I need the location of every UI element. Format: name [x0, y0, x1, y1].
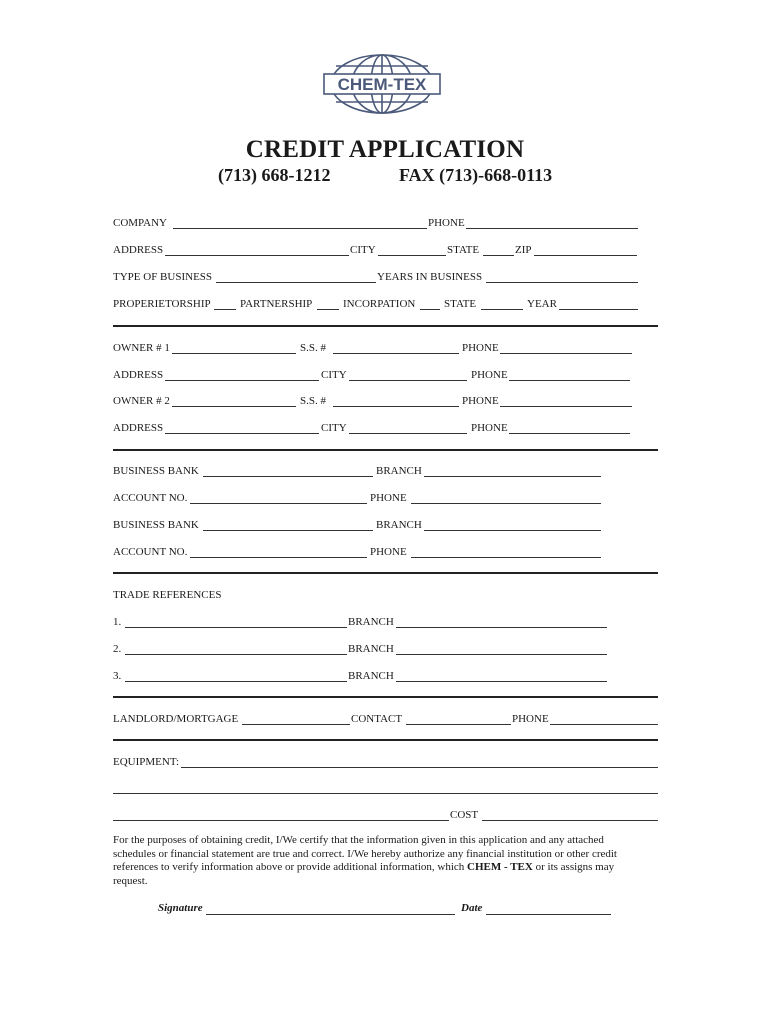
- owner1-address-field[interactable]: [165, 380, 319, 381]
- partnership-label: PARTNERSHIP: [240, 298, 313, 310]
- cost-label: COST: [450, 809, 479, 821]
- disclaimer-after: or its assigns may request.: [113, 861, 615, 887]
- trade-ref-field[interactable]: [125, 681, 347, 682]
- phone-field[interactable]: [466, 228, 638, 229]
- equipment-row: [113, 755, 658, 771]
- section-divider: [113, 449, 658, 451]
- trade-ref-row: [113, 615, 658, 631]
- signature-label: Signature: [158, 902, 203, 914]
- date-label: Date: [461, 902, 483, 914]
- account1-row: [113, 491, 658, 507]
- trade-ref-branch-label: BRANCH: [348, 643, 394, 655]
- incorporation-field[interactable]: [420, 309, 440, 310]
- owner1-row: [113, 341, 658, 357]
- trade-references-heading-row: [113, 588, 658, 604]
- owner2-field[interactable]: [172, 406, 296, 407]
- ss2-label: S.S. #: [300, 395, 326, 407]
- year-field[interactable]: [559, 309, 638, 310]
- owner2-row: [113, 394, 658, 410]
- zip-label: ZIP: [515, 244, 532, 256]
- landlord-row: [113, 712, 658, 728]
- company-row: [113, 216, 658, 232]
- disclaimer-brand: CHEM - TEX: [467, 861, 533, 873]
- trade-ref-branch-label: BRANCH: [348, 616, 394, 628]
- owner2-address-field[interactable]: [165, 433, 319, 434]
- proprietorship-label: PROPERIETORSHIP: [113, 298, 211, 310]
- business-type-label: TYPE OF BUSINESS: [113, 271, 213, 283]
- zip-field[interactable]: [534, 255, 637, 256]
- owner2-phone2-label: PHONE: [471, 422, 508, 434]
- account2-phone-label: PHONE: [370, 546, 407, 558]
- page-title: CREDIT APPLICATION: [245, 136, 525, 163]
- disclaimer-text: [113, 834, 643, 888]
- contact-label: CONTACT: [351, 713, 403, 725]
- address-row: [113, 243, 658, 259]
- trade-ref-number: 1.: [113, 616, 122, 628]
- account1-label: ACCOUNT NO.: [113, 492, 188, 504]
- account1-phone-field[interactable]: [411, 503, 601, 504]
- trade-ref-branch-field[interactable]: [396, 654, 607, 655]
- section-divider: [113, 739, 658, 741]
- address-label: ADDRESS: [113, 244, 164, 256]
- trade-ref-number: 2.: [113, 643, 122, 655]
- state-field[interactable]: [483, 255, 514, 256]
- bank1-branch-label: BRANCH: [376, 465, 422, 477]
- account2-row: [113, 545, 658, 561]
- globe-logo-icon: [320, 53, 444, 115]
- equipment-description-field[interactable]: [113, 820, 449, 821]
- owner1-phone2-label: PHONE: [471, 369, 508, 381]
- section-divider: [113, 325, 658, 327]
- bank1-label: BUSINESS BANK: [113, 465, 199, 477]
- signature-field[interactable]: [206, 914, 455, 915]
- owner2-phone-field[interactable]: [500, 406, 632, 407]
- owner1-phone-label: PHONE: [462, 342, 499, 354]
- bank1-field[interactable]: [203, 476, 373, 477]
- owner2-label: OWNER # 2: [113, 395, 170, 407]
- trade-ref-row: [113, 669, 658, 685]
- owner2-phone2-field[interactable]: [509, 433, 630, 434]
- state-of-inc-label: STATE: [444, 298, 477, 310]
- state-label: STATE: [447, 244, 480, 256]
- company-fax: FAX (713)-668-0113: [399, 165, 553, 185]
- address-field[interactable]: [165, 255, 349, 256]
- owner1-city-field[interactable]: [349, 380, 467, 381]
- account2-phone-field[interactable]: [411, 557, 601, 558]
- equipment-label: EQUIPMENT:: [113, 756, 180, 768]
- date-field[interactable]: [486, 914, 611, 915]
- bank2-row: [113, 518, 658, 534]
- years-field[interactable]: [486, 282, 638, 283]
- bank1-row: [113, 464, 658, 480]
- owner2-city-label: CITY: [321, 422, 347, 434]
- landlord-phone-label: PHONE: [512, 713, 549, 725]
- ss1-label: S.S. #: [300, 342, 326, 354]
- owner2-address-row: [113, 421, 658, 437]
- company-label: COMPANY: [113, 217, 168, 229]
- business-type-field[interactable]: [216, 282, 376, 283]
- chemtex-logo: [320, 53, 444, 115]
- proprietorship-field[interactable]: [214, 309, 236, 310]
- owner2-phone-label: PHONE: [462, 395, 499, 407]
- company-phone: (713) 668-1212: [218, 165, 331, 185]
- trade-ref-branch-field[interactable]: [396, 681, 607, 682]
- landlord-field[interactable]: [242, 724, 350, 725]
- trade-ref-number: 3.: [113, 670, 122, 682]
- cost-field[interactable]: [482, 820, 658, 821]
- partnership-field[interactable]: [317, 309, 339, 310]
- owner1-phone-field[interactable]: [500, 353, 632, 354]
- state-of-inc-field[interactable]: [481, 309, 523, 310]
- ss1-field[interactable]: [333, 353, 459, 354]
- equipment-field[interactable]: [181, 767, 658, 768]
- owner1-address-label: ADDRESS: [113, 369, 164, 381]
- business-type-row: [113, 270, 658, 286]
- city-field[interactable]: [378, 255, 446, 256]
- contact-field[interactable]: [406, 724, 511, 725]
- bank2-branch-label: BRANCH: [376, 519, 422, 531]
- trade-ref-field[interactable]: [125, 654, 347, 655]
- bank1-branch-field[interactable]: [424, 476, 601, 477]
- trade-references-heading: TRADE REFERENCES: [113, 589, 222, 601]
- ss2-field[interactable]: [333, 406, 459, 407]
- account2-field[interactable]: [190, 557, 367, 558]
- trade-ref-row: [113, 642, 658, 658]
- company-field[interactable]: [173, 228, 427, 229]
- trade-ref-branch-field[interactable]: [396, 627, 607, 628]
- account1-field[interactable]: [190, 503, 367, 504]
- landlord-label: LANDLORD/MORTGAGE: [113, 713, 239, 725]
- logo-wordmark: CHEM-TEX: [337, 75, 427, 94]
- incorporation-label: INCORPATION: [343, 298, 416, 310]
- account2-label: ACCOUNT NO.: [113, 546, 188, 558]
- years-label: YEARS IN BUSINESS: [377, 271, 483, 283]
- year-label: YEAR: [527, 298, 557, 310]
- owner1-city-label: CITY: [321, 369, 347, 381]
- account1-phone-label: PHONE: [370, 492, 407, 504]
- trade-ref-field[interactable]: [125, 627, 347, 628]
- owner2-address-label: ADDRESS: [113, 422, 164, 434]
- section-divider: [113, 572, 658, 574]
- owner1-field[interactable]: [172, 353, 296, 354]
- owner2-city-field[interactable]: [349, 433, 467, 434]
- landlord-phone-field[interactable]: [550, 724, 658, 725]
- trade-ref-branch-label: BRANCH: [348, 670, 394, 682]
- cost-row: [113, 808, 658, 824]
- entity-type-row: [113, 297, 658, 313]
- owner1-label: OWNER # 1: [113, 342, 170, 354]
- disclaimer-before: For the purposes of obtaining credit, I/We certify that the information given in this application and any attached schedules or financial statement are true and correct. I/We hereby authorize any financial institution or other credit references to verify information above or provide additional information, which: [113, 834, 617, 873]
- owner1-address-row: [113, 368, 658, 384]
- bank2-field[interactable]: [203, 530, 373, 531]
- city-label: CITY: [350, 244, 376, 256]
- bank2-label: BUSINESS BANK: [113, 519, 199, 531]
- owner1-phone2-field[interactable]: [509, 380, 630, 381]
- phone-label: PHONE: [428, 217, 465, 229]
- bank2-branch-field[interactable]: [424, 530, 601, 531]
- equipment-extra-field[interactable]: [113, 793, 658, 794]
- section-divider: [113, 696, 658, 698]
- equipment-line-row: [113, 781, 658, 797]
